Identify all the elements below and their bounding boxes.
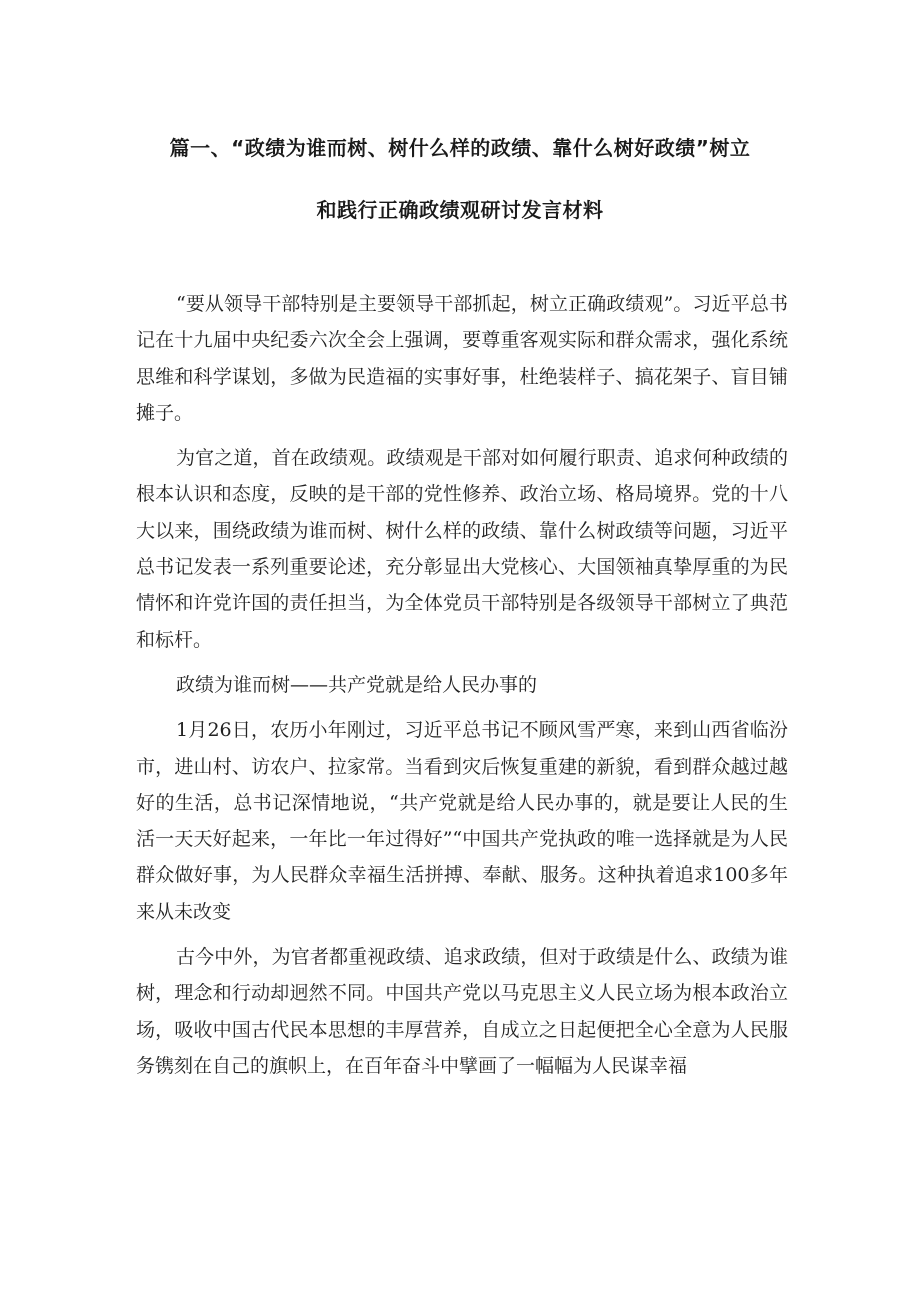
paragraph: 1月26日，农历小年刚过，习近平总书记不顾风雪严寒，来到山西省临汾市，进山村、访农户、拉家常。当看到灾后恢复重建的新貌，看到群众越过越好的生活，总书记深情地说，“共产党就是给人民办事的，就是要让人民的生活一天天好起来，一年比一年过得好”“中国共产党执政的唯一选择就是为人民群众做好事，为人民群众幸福生活拼搏、奉献、服务。这种执着追求100多年来从未改变 [136, 719, 788, 923]
paragraph: 为官之道，首在政绩观。政绩观是干部对如何履行职责、追求何种政绩的根本认识和态度，反映的是干部的党性修养、政治立场、格局境界。党的十八大以来，围绕政绩为谁而树、树什么样的政绩、靠什么树政绩等问题，习近平总书记发表一系列重要论述，充分彰显出大党核心、大国领袖真挚厚重的为民情怀和许党许国的责任担当，为全体党员干部特别是各级领导干部树立了典范和标杆。 [136, 447, 788, 651]
document-title-line-1: 篇一、“政绩为谁而树、树什么样的政绩、靠什么树好政绩”树立 [169, 136, 751, 160]
document-body [136, 286, 788, 1093]
section-heading: 政绩为谁而树——共产党就是给人民办事的 [176, 673, 538, 696]
paragraph: “要从领导干部特别是主要领导干部抓起，树立正确政绩观”。习近平总书记在十九届中央纪委六次全会上强调，要尊重客观实际和群众需求，强化系统思维和科学谋划，多做为民造福的实事好事，杜绝装样子、搞花架子、盲目铺摊子。 [136, 293, 788, 424]
paragraph: 古今中外，为官者都重视政绩、追求政绩，但对于政绩是什么、政绩为谁树，理念和行动却迥然不同。中国共产党以马克思主义人民立场为根本政治立场，吸收中国古代民本思想的丰厚营养，自成立之日起便把全心全意为人民服务镌刻在自己的旗帜上，在百年奋斗中擘画了一幅幅为人民谋幸福 [136, 946, 788, 1077]
document-title-line-2: 和践行正确政绩观研讨发言材料 [316, 198, 604, 222]
